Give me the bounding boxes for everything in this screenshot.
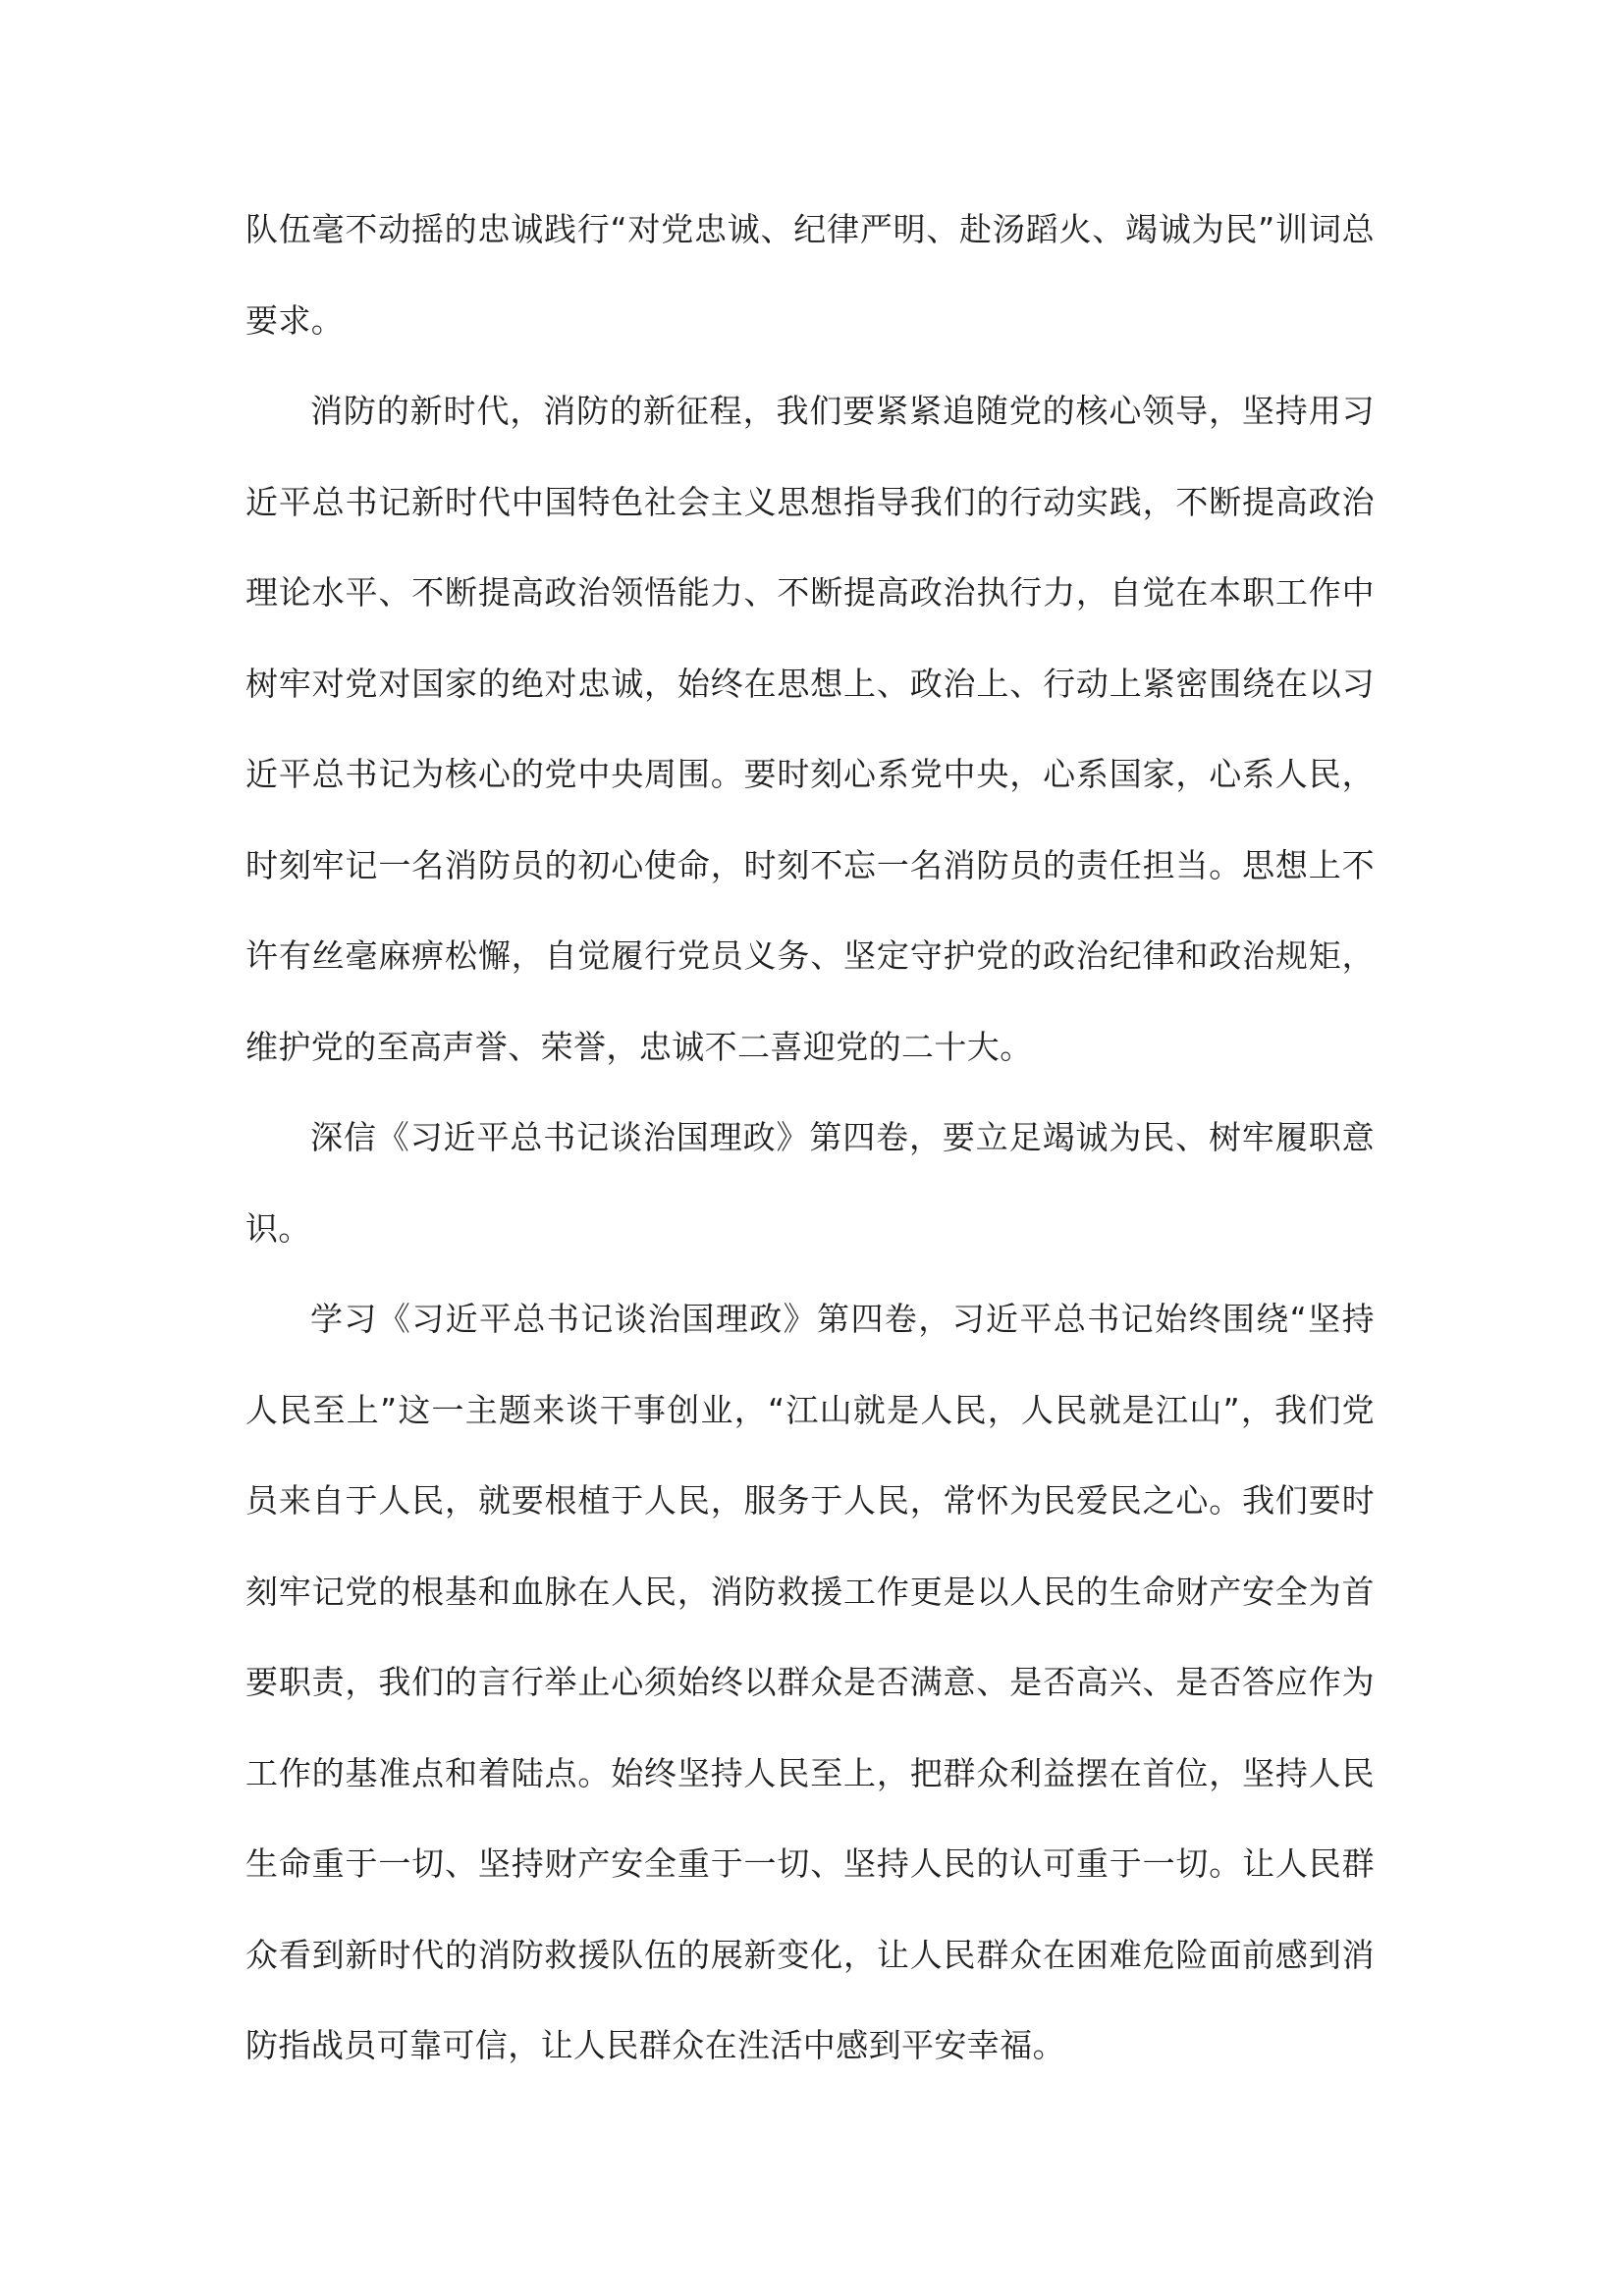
paragraph-1: 队伍毫不动摇的忠诚践行“对党忠诚、纪律严明、赴汤蹈火、竭诚为民”训词总要求。 bbox=[245, 210, 1375, 340]
paragraph-4: 学习《习近平总书记谈治国理政》第四卷，习近平总书记始终围绕“坚持人民至上”这一主题来谈干事创业，“江山就是人民，人民就是江山”，我们党员来自于人民，就要根植于人民，服务于人民，常怀为民爱民之心。我们要时刻牢记党的根基和血脉在人民，消防救援工作更是以人民的生命财产安全为首要职责，我们的言行举止心须始终以群众是否满意、是否高兴、是否答应作为工作的基准点和着陆点。始终坚持人民至上，把群众利益摆在首位，坚持人民生命重于一切、坚持财产安全重于一切、坚持人民的认可重于一切。让人民群众看到新时代的消防救援队伍的展新变化，让人民群众在困难危险面前感到消防指战员可靠可信，让人民群众在泩活中感到平安幸福。 bbox=[245, 1300, 1375, 2064]
paragraph-2: 消防的新时代，消防的新征程，我们要紧紧追随党的核心领导，坚持用习近平总书记新时代中国特色社会主义思想指导我们的行动实践，不断提高政治理论水平、不断提高政治领悟能力、不断提高政治执行力，自觉在本职工作中树牢对党对国家的绝对忠诚，始终在思想上、政治上、行动上紧密围绕在以习近平总书记为核心的党中央周围。要时刻心系党中央，心系国家，心系人民，时刻牢记一名消防员的初心使命，时刻不忘一名消防员的责任担当。思想上不许有丝毫麻痹松懈，自觉履行党员义务、坚定守护党的政治纪律和政治规矩，维护党的至高声誉、荣誉，忠诚不二喜迎党的二十大。 bbox=[245, 392, 1375, 1066]
document-body bbox=[245, 185, 1375, 2092]
paragraph-3: 深信《习近平总书记谈治国理政》第四卷，要立足竭诚为民、树牢履职意识。 bbox=[245, 1118, 1375, 1248]
